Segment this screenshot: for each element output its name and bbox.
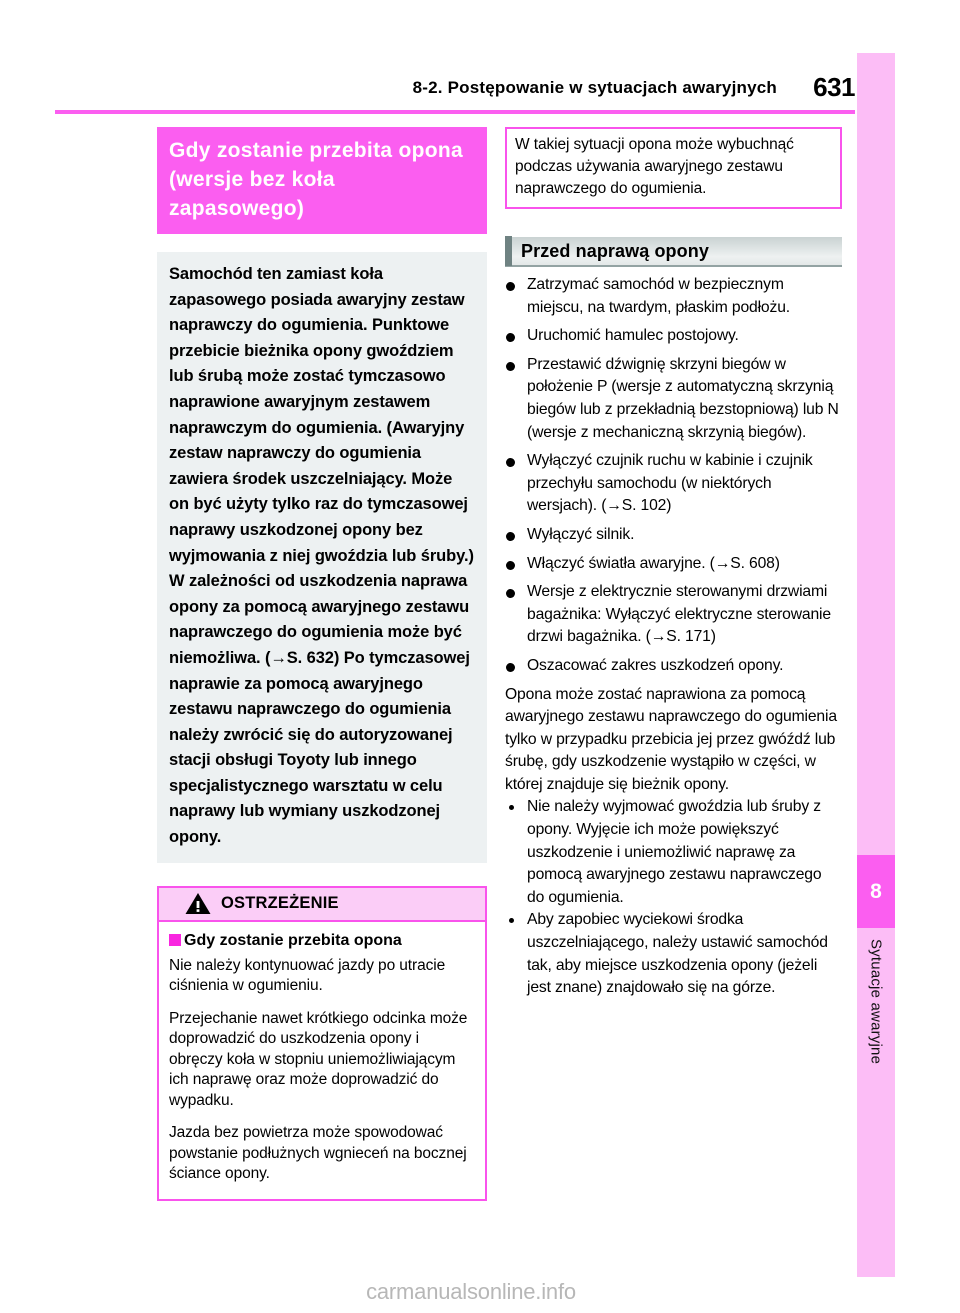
bullet-dot-icon (506, 458, 515, 467)
list-item (505, 524, 842, 547)
small-bullet-dot-icon (509, 918, 514, 923)
chapter-side-label (857, 935, 895, 1235)
page-number: 631 (813, 72, 855, 102)
repair-notes-list (505, 796, 842, 999)
bullet-dot-icon (506, 282, 515, 291)
header-breadcrumb: 8-2. Postępowanie w sytuacjach awaryjnych (412, 78, 777, 97)
repair-conditions-paragraph: Opona może zostać naprawiona za pomocą awaryjnego zestawu naprawczego do ogumienia tylko w przypadku przebicia jej przez gwóźdź lub śrubę, gdy uszkodzenie wystąpiło w części, w której znajduje się bieżnik opony. (505, 685, 837, 793)
list-item (505, 796, 842, 909)
chapter-side-label-text: Sytuacje awaryjne (867, 939, 885, 1065)
list-item (505, 655, 842, 678)
list-item (505, 450, 842, 518)
warning-subtitle (169, 932, 475, 950)
warning-box (157, 886, 487, 1201)
list-item-text: Nie należy wyjmować gwoździa lub śruby z opony. Wyjęcie ich może powiększyć uszkodzenie i uniemożliwić naprawę za pomocą awaryjnego zestawu naprawczego do ogumienia. (527, 798, 822, 906)
list-item (505, 354, 842, 444)
right-column (505, 127, 842, 1000)
bullet-dot-icon (506, 589, 515, 598)
warning-paragraph: Jazda bez powietrza może spowodować powstanie podłużnych wgnieceń na bocznej ściance opony. (169, 1124, 467, 1183)
list-item-text: Oszacować zakres uszkodzeń opony. (527, 656, 784, 674)
bullet-dot-icon (506, 532, 515, 541)
small-bullet-dot-icon (509, 805, 514, 810)
list-item-text: Uruchomić hamulec postojowy. (527, 327, 739, 345)
warning-paragraph: Przejechanie nawet krótkiego odcinka może doprowadzić do uszkodzenia opony i obręczy koła w stopniu uniemożliwiającym ich naprawę oraz może doprowadzić do wypadku. (169, 1009, 468, 1109)
list-item (505, 553, 842, 576)
bullet-dot-icon (506, 362, 515, 371)
list-item (505, 274, 842, 319)
bullet-dot-icon (506, 561, 515, 570)
intro-paragraph: Samochód ten zamiast koła zapasowego posiada awaryjny zestaw naprawczy do ogumienia. Punktowe przebicie bieżnika opony gwoździem lub śrubą może zostać tymczasowo naprawione awaryjnym zestawem naprawczym do ogumienia. (Awaryjny zestaw naprawczy do ogumienia zawiera środek uszczelniający. Może on być użyty tylko raz do tymczasowej naprawy uszkodzonej opony bez wyjmowania z niej gwoździa lub śruby.) W zależności od uszkodzenia naprawa opony za pomocą awaryjnego zestawu naprawczego do ogumienia może być niemożliwa. (→S. 632) Po tymczasowej naprawie za pomocą awaryjnego zestawu naprawczego do ogumienia należy zwrócić się do autoryzowanej stacji obsługi Toyoty lub innego specjalistycznego warsztatu w celu naprawy lub wymiany uszkodzonej opony. (169, 265, 474, 847)
bullet-dot-icon (506, 333, 515, 342)
list-item-text: Wersje z elektrycznie sterowanymi drzwiami bagażnika: Wyłączyć elektryczne sterowanie drzwi bagażnika. (→S. 171) (527, 583, 831, 646)
section-title-block: Gdy zostanie przebita opona (wersje bez koła zapasowego) (157, 127, 487, 234)
subsection-accent-bar (505, 236, 512, 266)
site-watermark: carmanualsonline.info (366, 1279, 576, 1304)
list-item-text: Wyłączyć czujnik ruchu w kabinie i czujnik przechyłu samochodu (w niektórych wersjach). (→S. 102) (527, 452, 813, 515)
subsection-title: Przed naprawą opony (521, 240, 709, 261)
chapter-number-badge: 8 (857, 855, 895, 928)
warning-title: OSTRZEŻENIE (221, 894, 339, 913)
header-divider (55, 110, 855, 114)
list-item-text: Przestawić dźwignię skrzyni biegów w położenie P (wersje z automatyczną skrzynią biegów lub z przekładnią bezstopniową) lub N (wersje z mechaniczną skrzynią biegów). (527, 355, 839, 441)
square-bullet-icon (169, 934, 181, 946)
warning-body (159, 922, 485, 1199)
warning-paragraph: Nie należy kontynuować jazdy po utracie ciśnienia w ogumieniu. (169, 956, 446, 995)
list-item (505, 909, 842, 999)
list-item-text: Aby zapobiec wyciekowi środka uszczelniającego, należy ustawić samochód tak, aby miejsce uszkodzenia opony (jeżeli jest znane) znajdowało się na górze. (527, 911, 828, 997)
list-item-text: Wyłączyć silnik. (527, 525, 635, 543)
subsection-header (505, 237, 842, 267)
list-item (505, 325, 842, 348)
note-text: W takiej sytuacji opona może wybuchnąć podczas używania awaryjnego zestawu naprawczego do ogumienia. (515, 136, 794, 197)
list-item-text: Włączyć światła awaryjne. (→S. 608) (527, 554, 780, 572)
intro-text-block (157, 252, 487, 863)
bullet-dot-icon (506, 663, 515, 672)
warning-subtitle-text: Gdy zostanie przebita opona (184, 931, 402, 949)
left-column (157, 127, 487, 1201)
list-item (505, 581, 842, 649)
preparation-bullet-list (505, 274, 842, 678)
list-item-text: Zatrzymać samochód w bezpiecznym miejscu, na twardym, płaskim podłożu. (527, 276, 790, 316)
page-header (55, 72, 855, 108)
warning-triangle-icon (185, 892, 211, 915)
warning-header (159, 888, 485, 922)
note-box (505, 127, 842, 209)
